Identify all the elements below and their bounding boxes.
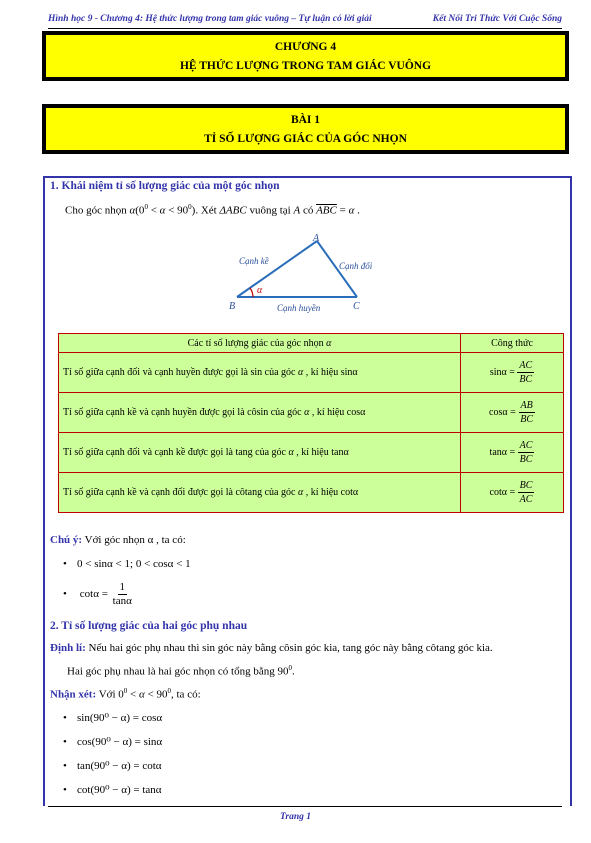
table-head-right: Công thức	[461, 334, 564, 353]
theorem-line-2: Hai góc phụ nhau là hai góc nhọn có tổng bằng $90^0$.	[67, 664, 295, 678]
header-left: Hình học 9 - Chương 4: Hệ thức lượng trong tam giác vuông – Tự luận có lời giải	[48, 14, 372, 24]
vertex-a-label: A	[313, 233, 320, 244]
table-row: Tỉ số giữa cạnh kề và cạnh huyền được gọi là côsin của góc α , kí hiệu cosα cosα = $\frac{AB}{BC}$	[59, 393, 564, 433]
lesson-box	[42, 104, 569, 154]
lesson-label: BÀI 1	[290, 114, 321, 126]
note-bullet-1: • 0 < sinα < 1; 0 < cosα < 1	[63, 558, 191, 570]
ratio-table	[58, 333, 564, 513]
triangle-figure	[225, 231, 405, 319]
section2-title: 2. Tỉ số lượng giác của hai góc phụ nhau	[50, 620, 248, 632]
page-number: Trang 1	[279, 812, 312, 822]
chapter-label: CHƯƠNG 4	[274, 41, 337, 53]
remark-bullet: • cot(90⁰ − α) = tanα	[63, 783, 162, 796]
remark-bullet: • cos(90⁰ − α) = sinα	[63, 735, 162, 748]
chapter-box	[42, 31, 569, 81]
chapter-title: HỆ THỨC LƯỢNG TRONG TAM GIÁC VUÔNG	[179, 60, 432, 72]
content-frame	[43, 176, 572, 806]
table-header-row	[59, 334, 564, 353]
remark-line: Nhận xét: Với $0^0 < \alpha < 90^0$, ta có:	[50, 687, 201, 701]
remark-bullet: • tan(90⁰ − α) = cotα	[63, 759, 162, 772]
header-divider	[48, 28, 562, 29]
vertex-c-label: C	[353, 301, 360, 312]
table-head-left: Các tỉ số lượng giác của góc nhọn α	[59, 334, 461, 353]
remark-bullet: • sin(90⁰ − α) = cosα	[63, 711, 162, 724]
adjacent-label: Cạnh kề	[239, 256, 269, 266]
lesson-title: TỈ SỐ LƯỢNG GIÁC CỦA GÓC NHỌN	[204, 133, 407, 145]
alpha-label: α	[257, 285, 263, 296]
table-row: Tỉ số giữa cạnh đối và cạnh huyền được gọi là sin của góc α , kí hiệu sinα sinα = $\frac{AC}{BC}$	[59, 353, 564, 393]
note-line: Chú ý: Với góc nhọn α , ta có:	[50, 534, 186, 546]
footer-divider	[48, 806, 562, 807]
vertex-b-label: B	[229, 301, 236, 312]
table-row: Tỉ số giữa cạnh kề và cạnh đối được gọi là côtang của góc α , kí hiệu cotα cotα = $\frac{BC}{AC}$	[59, 473, 564, 513]
page-header	[48, 14, 562, 24]
table-row: Tỉ số giữa cạnh đối và cạnh kề được gọi là tang của góc α , kí hiệu tanα tanα = $\frac{AC}{BC}$	[59, 433, 564, 473]
section1-title: 1. Khái niệm tỉ số lượng giác của một góc nhọn	[50, 180, 280, 192]
note-bullet-2: • cotα = $\frac{1}{\tan\alpha}$	[63, 581, 134, 608]
hypotenuse-label: Cạnh huyền	[277, 303, 321, 313]
section1-intro: Cho góc nhọn $\alpha(0^0 < \alpha < 90^0)$. Xét ΔABC vuông tại A có $\overline{ABC} = \alpha$ .	[65, 203, 360, 217]
theorem-line: Định lí: Nếu hai góc phụ nhau thì sin góc này bằng côsin góc kia, tang góc này bằng côtang góc kia.	[50, 642, 493, 654]
opposite-label: Cạnh đối	[339, 261, 373, 271]
header-right: Kết Nối Tri Thức Với Cuộc Sống	[432, 14, 562, 24]
